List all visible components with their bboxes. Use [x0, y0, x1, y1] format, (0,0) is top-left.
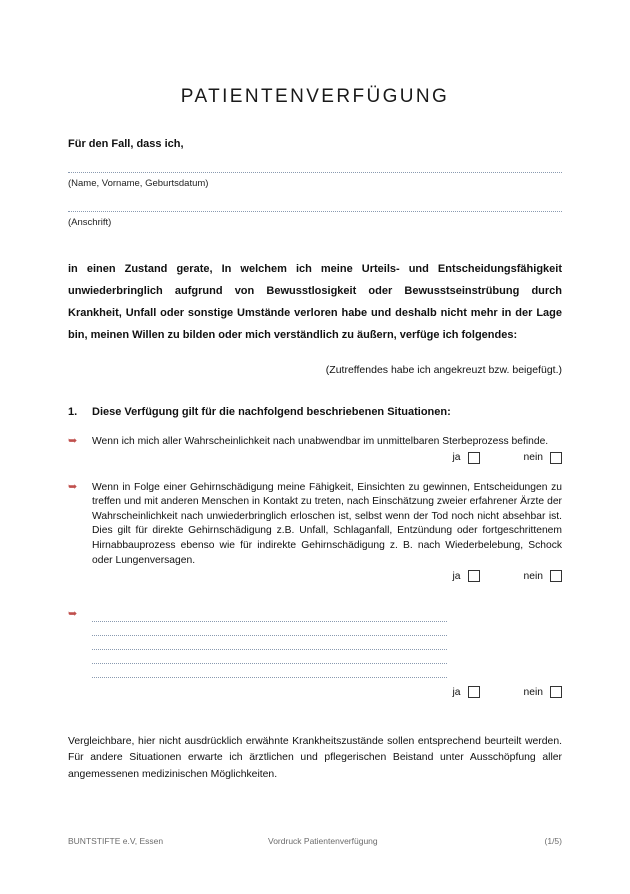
yes-checkbox[interactable] — [468, 686, 480, 698]
write-in-line[interactable] — [92, 635, 447, 636]
list-item-body — [92, 481, 562, 583]
footer-page-number: (1/5) — [544, 836, 562, 846]
list-item-body — [92, 608, 562, 698]
yes-label: ja — [452, 570, 461, 582]
arrow-bullet-icon: ➥ — [68, 608, 78, 621]
yes-checkbox[interactable] — [468, 452, 480, 464]
write-in-line[interactable] — [92, 649, 447, 650]
no-option[interactable] — [524, 570, 562, 582]
write-in-line[interactable] — [92, 663, 447, 664]
write-in-line[interactable] — [92, 621, 447, 622]
name-input-line[interactable] — [68, 172, 562, 173]
footer-organization: BUNTSTIFTE e.V, Essen — [68, 836, 164, 846]
page-title: PATIENTENVERFÜGUNG — [180, 86, 450, 107]
no-checkbox[interactable] — [550, 570, 562, 582]
answer-row — [92, 686, 562, 698]
no-checkbox[interactable] — [550, 686, 562, 698]
yes-option[interactable] — [453, 686, 480, 698]
yes-label: ja — [452, 686, 461, 698]
yes-checkbox[interactable] — [468, 570, 480, 582]
section-number: 1. — [68, 406, 78, 418]
name-field-caption: (Name, Vorname, Geburtsdatum) — [68, 178, 209, 189]
no-option[interactable] — [524, 452, 562, 464]
page-footer — [68, 836, 562, 846]
list-item-text: Wenn ich mich aller Wahrscheinlichkeit nach unabwendbar im unmittelbaren Sterbeprozess befinde. — [92, 436, 549, 447]
no-label: nein — [523, 452, 543, 464]
address-input-line[interactable] — [68, 211, 562, 212]
address-field-caption: (Anschrift) — [68, 217, 112, 228]
write-in-area[interactable] — [92, 621, 562, 678]
yes-option[interactable] — [453, 570, 480, 582]
yes-label: ja — [452, 452, 461, 464]
arrow-bullet-icon: ➥ — [68, 480, 78, 493]
section-1-heading — [68, 406, 562, 418]
no-option[interactable] — [524, 686, 562, 698]
list-item — [68, 481, 562, 583]
list-item-text: Wenn in Folge einer Gehirnschädigung meine Fähigkeit, Einsichten zu gewinnen, Entscheidungen zu treffen und mit anderen Menschen in Kontakt zu treten, nach Einschätzung zweier erfahrener Ärzte der Wahrscheinlichkeit nach unwiederbringlich erloschen ist, selbst wenn der Tod noch nicht absehbar ist. Dies gilt für direkte Gehirnschädigung z.B. Unfall, Schlaganfall, Entzündung oder fortgeschrittenem Hirnabbauprozess ebenso wie für indirekte Gehirnschädigung z. B. nach Wiederbelebung, Schock oder Lungenversagen. — [92, 481, 562, 566]
answer-row — [92, 452, 562, 464]
no-label: nein — [523, 570, 543, 582]
no-checkbox[interactable] — [550, 452, 562, 464]
yes-option[interactable] — [453, 452, 480, 464]
closing-paragraph: Vergleichbare, hier nicht ausdrücklich erwähnte Krankheitszustände sollen entsprechend beurteilt werden. Für andere Situationen erwarte ich ärztlichen und pflegerischen Beistand unter Ausschöpfung aller angemessenen medizinischen Möglichkeiten. — [68, 736, 562, 780]
intro-text: Für den Fall, dass ich, — [68, 138, 184, 150]
checkbox-note: (Zutreffendes habe ich angekreuzt bzw. beigefügt.) — [325, 364, 562, 376]
no-label: nein — [523, 686, 543, 698]
section-heading-text: Diese Verfügung gilt für die nachfolgend beschriebenen Situationen: — [92, 406, 451, 418]
arrow-bullet-icon: ➥ — [68, 435, 78, 447]
main-paragraph: in einen Zustand gerate, In welchem ich meine Urteils- und Entscheidungsfähigkeit unwiederbringlich aufgrund von Bewusstlosigkeit oder Bewusstseinstrübung durch Krankheit, Unfall oder sonstige Umstände verloren habe und deshalb nicht mehr in der Lage bin, meinen Willen zu bilden oder mich verständlich zu äußern, verfüge ich folgendes: — [68, 263, 562, 341]
document-content — [68, 0, 562, 783]
list-item — [68, 608, 562, 698]
write-in-line[interactable] — [92, 677, 447, 678]
list-item — [68, 435, 562, 464]
answer-row — [92, 570, 562, 582]
list-item-body — [92, 435, 562, 464]
footer-document-name: Vordruck Patientenverfügung — [268, 836, 378, 846]
